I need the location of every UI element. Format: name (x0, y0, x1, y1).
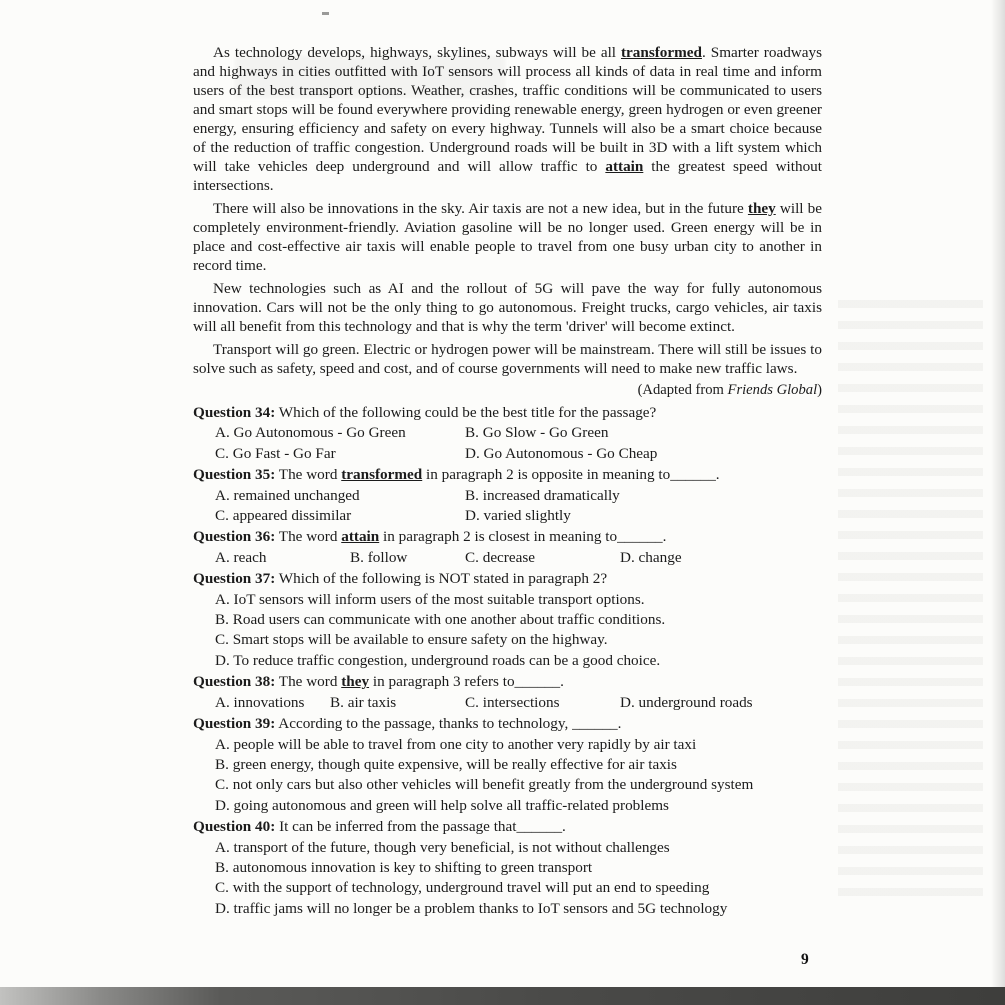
question-38 (193, 672, 822, 713)
question-text: Which of the following could be the best title for the passage? (275, 404, 657, 421)
option-d: D. change (620, 548, 682, 566)
question-37-stem (193, 569, 822, 589)
passage-paragraph-3: New technologies such as AI and the rollout of 5G will pave the way for fully autonomous innovation. Cars will not be the only thing to go autonomous. Freight trucks, cargo vehicles, air taxis will all benefit from this technology and that is why the term 'driver' will become extinct. (193, 280, 822, 335)
question-40 (193, 817, 822, 919)
option-row (193, 693, 822, 713)
question-35 (193, 465, 822, 526)
option-c: C. Go Fast - Go Far (215, 444, 336, 462)
option-b: B. air taxis (330, 693, 397, 711)
option-a: A. transport of the future, though very beneficial, is not without challenges (215, 838, 670, 856)
page-number: 9 (801, 951, 809, 968)
question-label: Question 37: (193, 570, 276, 588)
option-row (193, 444, 822, 464)
question-label: Question 38: (193, 673, 276, 691)
question-39-stem (193, 714, 822, 734)
question-label: Question 34: (193, 404, 276, 421)
keyword-attain: attain (605, 158, 644, 175)
question-35-stem (193, 465, 822, 485)
keyword-attain: attain (341, 528, 380, 546)
option-a: A. Go Autonomous - Go Green (215, 424, 406, 442)
option-b: B. green energy, though quite expensive, will be really effective for air taxis (215, 755, 677, 773)
option-c: C. with the support of technology, underground travel will put an end to speeding (215, 879, 710, 897)
question-text: in paragraph 2 is opposite in meaning to______. (422, 466, 720, 484)
question-label: Question 36: (193, 528, 276, 546)
option-b: B. increased dramatically (465, 486, 620, 504)
question-text: According to the passage, thanks to technology, ______. (275, 715, 622, 733)
option-d: D. varied slightly (465, 507, 571, 525)
keyword-they: they (747, 200, 776, 217)
question-36-stem (193, 527, 822, 547)
option-b: B. autonomous innovation is key to shifting to green transport (215, 858, 593, 876)
keyword-transformed: transformed (341, 466, 423, 484)
passage-text: . Smarter roadways and highways in cities outfitted with IoT sensors will process all kinds of data in real time and inform users of the best transport options. Weather, crashes, traffic conditions will be communicated to users and smart stops will be found everywhere providing renewable energy, green hydrogen or even greener energy, ensuring efficiency and safety on every highway. Tunnels will also be a smart choice because of the reduction of traffic congestion. Underground roads will be built in 3D with a lift system which will take vehicles deep underground and will allow traffic to (193, 44, 822, 175)
passage-paragraph-2 (193, 199, 822, 275)
attribution-suffix: ) (817, 382, 822, 398)
question-text: The word (275, 466, 342, 484)
questions-section (193, 403, 822, 919)
question-label: Question 35: (193, 466, 276, 484)
option-d: D. underground roads (620, 693, 753, 711)
option-a: A. remained unchanged (215, 486, 360, 504)
option-d: D. going autonomous and green will help solve all traffic-related problems (215, 796, 669, 814)
option-b: B. follow (350, 548, 408, 566)
question-36 (193, 527, 822, 568)
option-b: B. Go Slow - Go Green (465, 424, 609, 442)
option-b: B. Road users can communicate with one another about traffic conditions. (215, 611, 666, 629)
question-37 (193, 569, 822, 671)
passage-paragraph-1 (193, 43, 822, 195)
question-text: in paragraph 2 is closest in meaning to______. (379, 528, 667, 546)
option-row (193, 506, 822, 526)
option-row (193, 548, 822, 568)
option-c: C. decrease (465, 548, 535, 566)
passage-text: There will also be innovations in the sky. Air taxis are not a new idea, but in the future (213, 200, 748, 217)
option-a: A. innovations (215, 693, 305, 711)
passage-paragraph-4: Transport will go green. Electric or hydrogen power will be mainstream. There will still be issues to solve such as safety, speed and cost, and of course governments will need to make new traffic laws. (193, 341, 822, 377)
option-a: A. IoT sensors will inform users of the most suitable transport options. (215, 590, 645, 608)
question-label: Question 39: (193, 715, 276, 733)
question-34-stem (193, 403, 822, 423)
question-text: It can be inferred from the passage that______. (275, 818, 566, 836)
passage-text: As technology develops, highways, skylines, subways will be all (213, 44, 621, 61)
option-d: D. traffic jams will no longer be a problem thanks to IoT sensors and 5G technology (215, 899, 728, 917)
question-text: in paragraph 3 refers to______. (369, 673, 564, 691)
attribution-prefix: (Adapted from (637, 382, 728, 398)
keyword-transformed: transformed (620, 44, 702, 61)
question-39 (193, 714, 822, 816)
scan-bleedthrough-artifact (838, 300, 983, 900)
passage-text: the greatest speed without intersections. (193, 158, 822, 194)
question-text: The word (275, 528, 342, 546)
option-a: A. people will be able to travel from one city to another very rapidly by air taxi (215, 735, 697, 753)
scan-right-edge (991, 0, 1005, 987)
attribution (193, 382, 822, 399)
passage-text: will be completely environment-friendly. Aviation gasoline will be no longer used. Green energy will be in place and cost-effective air taxis will enable people to travel from one busy urban city to another in record time. (193, 200, 822, 274)
option-d: D. To reduce traffic congestion, underground roads can be a good choice. (215, 651, 661, 669)
question-34 (193, 403, 822, 464)
option-row (193, 486, 822, 506)
option-c: C. intersections (465, 693, 560, 711)
question-label: Question 40: (193, 818, 276, 836)
option-c: C. appeared dissimilar (215, 507, 352, 525)
keyword-they: they (341, 673, 370, 691)
question-38-stem (193, 672, 822, 692)
option-a: A. reach (215, 548, 267, 566)
question-40-stem (193, 817, 822, 837)
option-c: C. Smart stops will be available to ensure safety on the highway. (215, 631, 608, 649)
attribution-source: Friends Global (727, 382, 818, 398)
scan-bottom-edge (0, 987, 1005, 1005)
question-text: Which of the following is NOT stated in paragraph 2? (275, 570, 608, 588)
page-content (193, 0, 822, 920)
option-d: D. Go Autonomous - Go Cheap (465, 444, 658, 462)
option-c: C. not only cars but also other vehicles will benefit greatly from the underground system (215, 776, 754, 794)
option-row (193, 423, 822, 443)
question-text: The word (275, 673, 342, 691)
